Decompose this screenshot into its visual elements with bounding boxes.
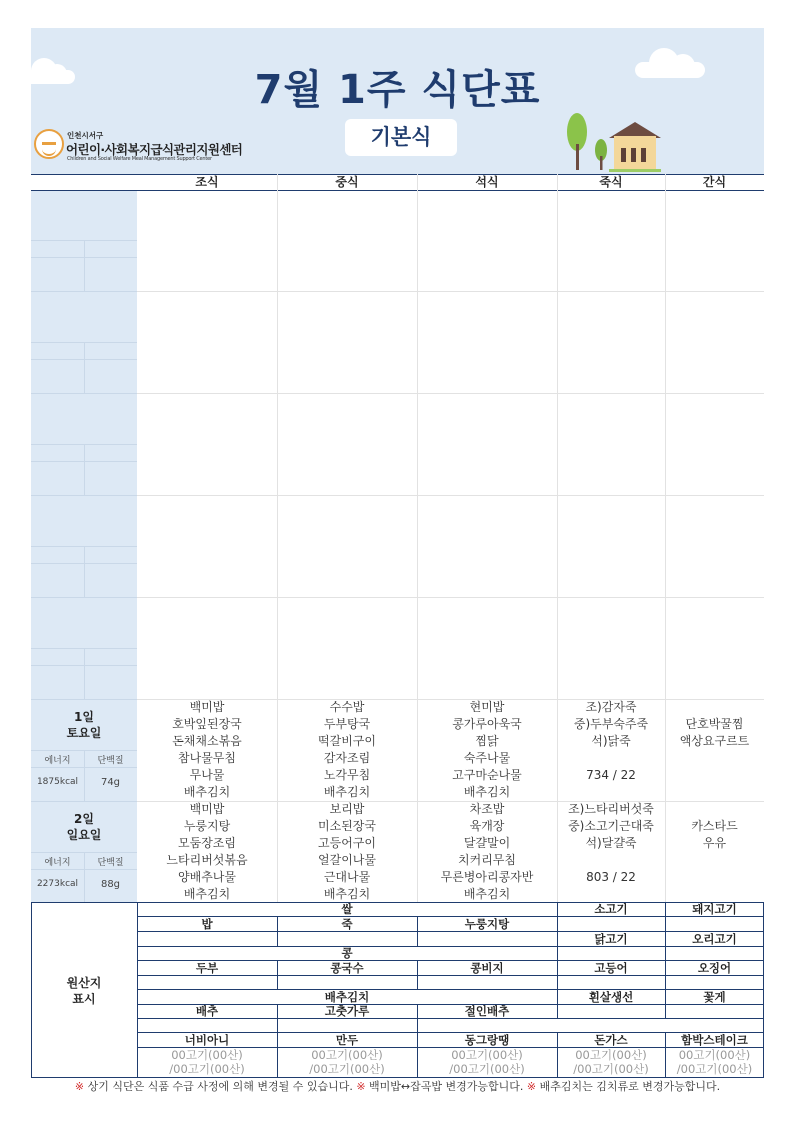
menu-item: 현미밥 — [469, 700, 505, 714]
menu-item: 무른병아리콩자반 — [440, 870, 534, 884]
origin-placeholder: 00고기(00산) /00고기(00산) — [449, 1048, 525, 1076]
origin-kongguksu: 콩국수 — [330, 961, 364, 975]
menu-item: 석)닭죽 — [591, 734, 631, 748]
column-header-porridge: 죽식 — [599, 175, 623, 189]
energy-value: 2273kcal — [36, 879, 79, 889]
menu-item: 석)달걀죽 — [585, 836, 637, 850]
menu-item: 떡갈비구이 — [318, 734, 376, 748]
lunch-menu — [277, 699, 417, 801]
origin-kimchi: 배추김치 — [324, 990, 370, 1004]
menu-item: 수수밥 — [329, 700, 365, 714]
protein-label: 단백질 — [97, 858, 124, 868]
origin-bean: 콩 — [341, 946, 353, 960]
menu-item: 중)소고기근대죽 — [568, 819, 654, 833]
org-english-name: Children and Social Welfare Meal Management Support Center — [67, 156, 212, 162]
origin-donkatsu: 돈가스 — [594, 1033, 628, 1047]
protein-label: 단백질 — [97, 756, 124, 766]
origin-white-fish: 흰살생선 — [588, 990, 634, 1004]
menu-item: 백미밥 — [189, 700, 225, 714]
menu-item: 고등어구이 — [318, 836, 376, 850]
origin-cabbage: 배추 — [195, 1004, 219, 1018]
menu-item: 호박잎된장국 — [172, 717, 242, 731]
menu-item: 치커리무침 — [458, 853, 516, 867]
origin-chicken: 닭고기 — [594, 932, 628, 946]
menu-item: 숙주나물 — [463, 751, 511, 765]
origin-mackerel: 고등어 — [594, 961, 628, 975]
menu-item: 액상요구르트 — [679, 734, 750, 748]
origin-neobiani: 너비아니 — [184, 1033, 230, 1047]
origin-nurungji: 누룽지탕 — [464, 917, 510, 931]
lunch-menu — [277, 801, 417, 903]
menu-item: 백미밥 — [189, 802, 225, 816]
energy-label: 에너지 — [44, 858, 71, 868]
snack-menu — [665, 716, 764, 750]
day-weekday: 토요일 — [66, 726, 102, 740]
porridge-menu — [557, 699, 665, 784]
breakfast-menu — [137, 699, 277, 801]
menu-item: 노각무침 — [323, 768, 371, 782]
origin-donggeurangttaeng: 동그랑땡 — [464, 1033, 510, 1047]
origin-crab: 꽃게 — [703, 990, 726, 1004]
porridge-nutrition: 803 / 22 — [586, 870, 636, 884]
origin-placeholder: 00고기(00산) /00고기(00산) — [573, 1048, 649, 1076]
day-date: 1일 — [74, 710, 94, 724]
origin-tofu: 두부 — [195, 961, 219, 975]
origin-hambak: 함박스테이크 — [681, 1033, 748, 1047]
menu-item: 배추김치 — [463, 887, 511, 901]
menu-item: 카스타드 — [691, 819, 738, 833]
menu-item: 달걀말이 — [463, 836, 511, 850]
snack-menu — [665, 818, 764, 852]
menu-item: 근대나물 — [323, 870, 371, 884]
menu-item: 배추김치 — [323, 785, 371, 799]
column-header-dinner: 석식 — [475, 175, 499, 189]
protein-value: 88g — [100, 879, 121, 890]
menu-item: 감자조림 — [323, 751, 371, 765]
menu-item: 누룽지탕 — [183, 819, 231, 833]
origin-squid: 오징어 — [697, 961, 732, 975]
menu-item: 느타리버섯볶음 — [166, 853, 248, 867]
porridge-menu — [557, 801, 665, 886]
origin-duck: 오리고기 — [692, 932, 737, 946]
menu-item: 보리밥 — [329, 802, 365, 816]
dinner-menu — [417, 801, 557, 903]
menu-item: 차조밥 — [469, 802, 505, 816]
origin-bap: 밥 — [201, 917, 213, 931]
origin-salted-cabbage: 절인배추 — [464, 1004, 510, 1018]
org-name: 어린이·사회복지급식관리지원센터 — [66, 142, 243, 157]
origin-placeholder: 00고기(00산) /00고기(00산) — [676, 1048, 753, 1076]
origin-juk: 죽 — [341, 917, 353, 931]
menu-item: 우유 — [702, 836, 727, 850]
column-header-lunch: 중식 — [335, 175, 359, 189]
menu-item: 얼갈이나물 — [318, 853, 376, 867]
origin-chili: 고춧가루 — [324, 1004, 370, 1018]
menu-item: 배추김치 — [463, 785, 511, 799]
energy-value: 1875kcal — [36, 777, 79, 787]
day-date: 2일 — [74, 812, 94, 826]
day-weekday: 일요일 — [66, 828, 102, 842]
menu-item: 모둠장조림 — [178, 836, 236, 850]
menu-item: 배추김치 — [183, 785, 231, 799]
menu-item: 육개장 — [469, 819, 505, 833]
origin-kongbiji: 콩비지 — [470, 961, 504, 975]
dinner-menu — [417, 699, 557, 801]
origin-pork: 돼지고기 — [692, 902, 737, 916]
footer-notice: ※ 상기 식단은 식품 수급 사정에 의해 변경될 수 있습니다. ※ 백미밥↔잡곡밥 변경가능합니다. ※ 배추김치는 김치류로 변경가능합니다. — [74, 1080, 721, 1093]
menu-item: 중)두부숙주죽 — [573, 717, 649, 731]
menu-item: 고구마순나물 — [452, 768, 522, 782]
menu-item: 돈채채소볶음 — [172, 734, 242, 748]
menu-item: 참나물무침 — [178, 751, 236, 765]
origin-beef: 소고기 — [594, 902, 628, 916]
origin-mandu: 만두 — [335, 1033, 359, 1047]
page-title: 7월 1주 식단표 — [254, 67, 541, 113]
menu-item: 양배추나물 — [178, 870, 236, 884]
menu-item: 무나물 — [189, 768, 225, 782]
menu-item: 미소된장국 — [318, 819, 376, 833]
protein-value: 74g — [100, 777, 121, 788]
menu-item: 배추김치 — [323, 887, 371, 901]
org-region: 인천시서구 — [67, 131, 104, 140]
menu-item: 두부탕국 — [323, 717, 371, 731]
origin-label: 원산지 표시 — [66, 976, 102, 1006]
origin-placeholder: 00고기(00산) /00고기(00산) — [309, 1048, 385, 1076]
menu-type-badge: 기본식 — [345, 119, 457, 156]
menu-item: 조)감자죽 — [585, 700, 637, 714]
origin-rice: 쌀 — [341, 902, 353, 916]
menu-item: 배추김치 — [183, 887, 231, 901]
origin-placeholder: 00고기(00산) /00고기(00산) — [169, 1048, 245, 1076]
porridge-nutrition: 734 / 22 — [586, 768, 636, 782]
column-header-snack: 간식 — [702, 175, 727, 189]
menu-item: 조)느타리버섯죽 — [568, 802, 654, 816]
energy-label: 에너지 — [44, 756, 71, 766]
menu-item: 콩가루아욱국 — [452, 717, 522, 731]
column-header-breakfast: 조식 — [195, 175, 219, 189]
menu-item: 찜닭 — [475, 734, 499, 748]
menu-item: 단호박꿀찜 — [685, 717, 744, 731]
breakfast-menu — [137, 801, 277, 903]
